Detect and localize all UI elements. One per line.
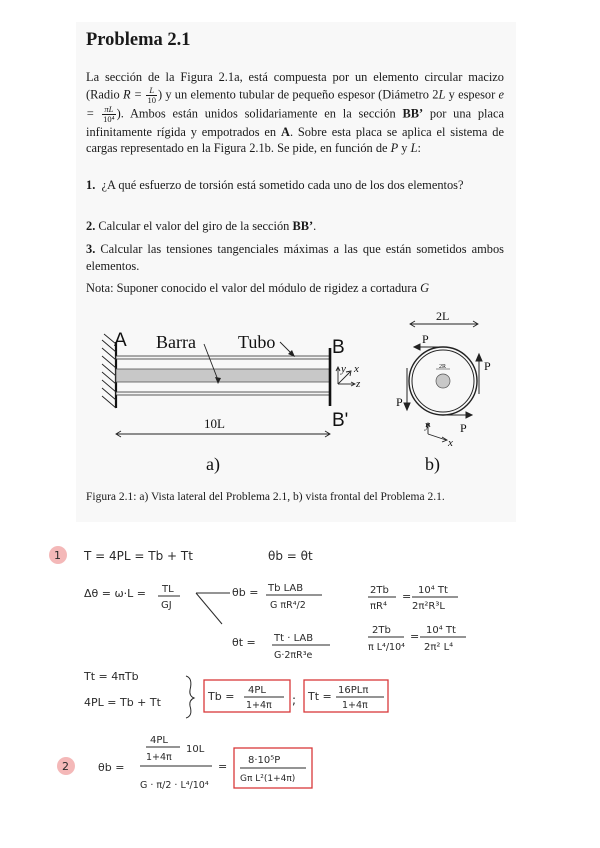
load-p-bottom: P <box>460 421 467 435</box>
tube-top-wall <box>116 356 330 359</box>
intro-part: . Sobre esta placa se aplica el sistema de cargas representado en la Figura 2.1b. Se pide, en función de <box>86 124 504 156</box>
intro-part: ) y un elemento tubular de pequeño espesor (Diámetro 2 <box>157 86 439 101</box>
eq1-right-denominator: 2π²R³L <box>412 601 445 612</box>
bar-circle <box>436 374 450 388</box>
load-variable-p: P <box>390 141 399 156</box>
radius-equation: R = <box>122 86 143 101</box>
figure-caption: Figura 2.1: a) Vista lateral del Problema 2.1, b) vista frontal del Problema 2.1. <box>86 491 445 503</box>
problem-note <box>86 280 504 297</box>
section-bb-label: BB’ <box>402 105 424 120</box>
rotation-bottom: G · π/2 · L⁴/10⁴ <box>140 780 209 791</box>
eq1-right-numerator: 10⁴ Tt <box>418 585 448 596</box>
intro-part: por una placa infinitamente rígida y empotrados en <box>86 105 504 139</box>
rotation-equals: = <box>218 760 228 773</box>
theta-b-numerator: Tb LAB <box>268 583 304 594</box>
rotation-label: θb = <box>98 761 125 774</box>
thickness-numerator: πL <box>102 105 115 115</box>
intro-part: y espesor <box>445 86 499 101</box>
figure-2-1 <box>88 306 508 486</box>
label-a: A <box>114 330 127 351</box>
eq1-left-numerator: 2Tb <box>370 585 389 596</box>
result-tt-label: Tt = <box>308 690 332 703</box>
thickness-equation: e = <box>86 86 504 120</box>
question-2-section: BB’ <box>292 219 314 233</box>
rotation-top-length: 10L <box>186 744 205 755</box>
figure-b-front-view <box>396 309 491 475</box>
axis-y-b: y <box>425 419 430 431</box>
figure-a-side-view <box>102 330 361 475</box>
handwritten-solution <box>0 530 600 848</box>
result-tt-numerator: 16PLπ <box>338 685 369 696</box>
eq2-left-denominator: π L⁴/10⁴ <box>368 642 405 653</box>
inner-dimension-2r: 2R <box>439 364 447 370</box>
result-tt-denominator: 1+4π <box>342 700 368 711</box>
rotation-definition: Δθ = ω·L = <box>84 587 147 600</box>
radius-numerator: L <box>146 86 157 96</box>
label-b: B <box>332 337 345 358</box>
rotation-result-numerator: 8·10⁵P <box>248 755 281 766</box>
theta-b-denominator: G πR⁴/2 <box>270 600 306 611</box>
result-tb-label: Tb = <box>208 690 235 703</box>
rotation-numerator: TL <box>162 584 174 595</box>
branch-line-lower <box>196 593 222 624</box>
axis-z-a: z <box>356 378 361 390</box>
step-2-number: 2 <box>62 760 69 773</box>
thickness-denominator: 10⁴ <box>103 113 115 124</box>
theta-b-label: θb = <box>232 586 259 599</box>
rotation-top-numerator: 4PL <box>150 735 168 746</box>
theta-t-denominator: G·2πR³e <box>274 650 313 661</box>
load-p-left: P <box>396 395 403 409</box>
intro-part: ). Ambos están unidos solidariamente en la sección <box>116 105 403 120</box>
problem-title: Problema 2.1 <box>86 30 191 50</box>
solid-bar <box>116 369 330 382</box>
note-text: Nota: Suponer conocido el valor del módulo de rigidez a cortadura <box>86 281 421 295</box>
question-3 <box>86 241 504 274</box>
section-a-label: A <box>281 124 290 139</box>
theta-t-numerator: Tt · LAB <box>274 633 314 644</box>
eq1-equals: = <box>402 590 412 603</box>
question-2-number: 2. <box>86 219 96 233</box>
intro-part: La sección de la Figura 2.1a, está compuesta por un elemento circular macizo (Radio <box>86 70 504 101</box>
intro-part: : <box>417 141 421 156</box>
result-tb-numerator: 4PL <box>248 685 266 696</box>
question-1 <box>86 177 504 194</box>
system-brace <box>186 676 194 718</box>
torque-equation: T = 4PL = Tb + Tt <box>84 549 193 563</box>
result-tb-denominator: 1+4π <box>246 700 272 711</box>
question-2 <box>86 218 504 235</box>
theta-t-label: θt = <box>232 636 256 649</box>
question-1-number: 1. <box>86 178 96 192</box>
dimension-2l: 2L <box>436 309 450 323</box>
step-1-number: 1 <box>54 549 61 562</box>
load-p-top: P <box>422 332 429 346</box>
question-2-text: Calcular el valor del giro de la sección <box>98 219 293 233</box>
dimension-10l: 10L <box>204 416 225 431</box>
length-variable-l: L <box>410 141 418 156</box>
question-1-text: ¿A qué esfuerzo de torsión está sometido cada uno de los dos elementos? <box>101 178 464 192</box>
eq1-left-denominator: πR⁴ <box>370 601 387 612</box>
tube-bottom-wall <box>116 392 330 395</box>
label-barra: Barra <box>156 332 196 352</box>
subfigure-b-label: b) <box>425 454 440 474</box>
axis-x-a: x <box>354 363 359 375</box>
axis-y-a: y <box>341 363 346 375</box>
rotation-result-denominator: Gπ L²(1+4π) <box>240 774 296 784</box>
diameter-variable: L <box>438 86 446 101</box>
note-variable-g: G <box>420 281 430 295</box>
problem-statement <box>86 69 504 157</box>
question-3-text: Calcular las tensiones tangenciales máximas a las que están sometidos ambos elementos. <box>86 242 504 273</box>
thickness-fraction <box>102 105 115 124</box>
eq2-equals: = <box>410 630 420 643</box>
subfigure-a-label: a) <box>206 454 220 474</box>
label-tubo: Tubo <box>238 332 276 352</box>
eq2-left-numerator: 2Tb <box>372 625 391 636</box>
compatibility-equation: θb = θt <box>268 549 313 563</box>
intro-part: y <box>398 141 411 156</box>
eq2-right-denominator: 2π² L⁴ <box>424 642 454 653</box>
question-2-end: . <box>313 219 317 233</box>
result-separator: ; <box>292 693 297 707</box>
radius-denominator: 10 <box>147 94 156 105</box>
label-b-prime: B' <box>332 410 349 431</box>
radius-fraction <box>146 86 157 105</box>
question-3-number: 3. <box>86 242 96 256</box>
system-equation-2: 4PL = Tb + Tt <box>84 696 161 709</box>
system-equation-1: Tt = 4πTb <box>84 670 139 683</box>
rotation-denominator: GJ <box>161 600 172 611</box>
load-p-right: P <box>484 359 491 373</box>
rotation-top-denominator: 1+4π <box>146 752 172 763</box>
axis-x-b: x <box>448 437 453 449</box>
eq2-right-numerator: 10⁴ Tt <box>426 625 456 636</box>
